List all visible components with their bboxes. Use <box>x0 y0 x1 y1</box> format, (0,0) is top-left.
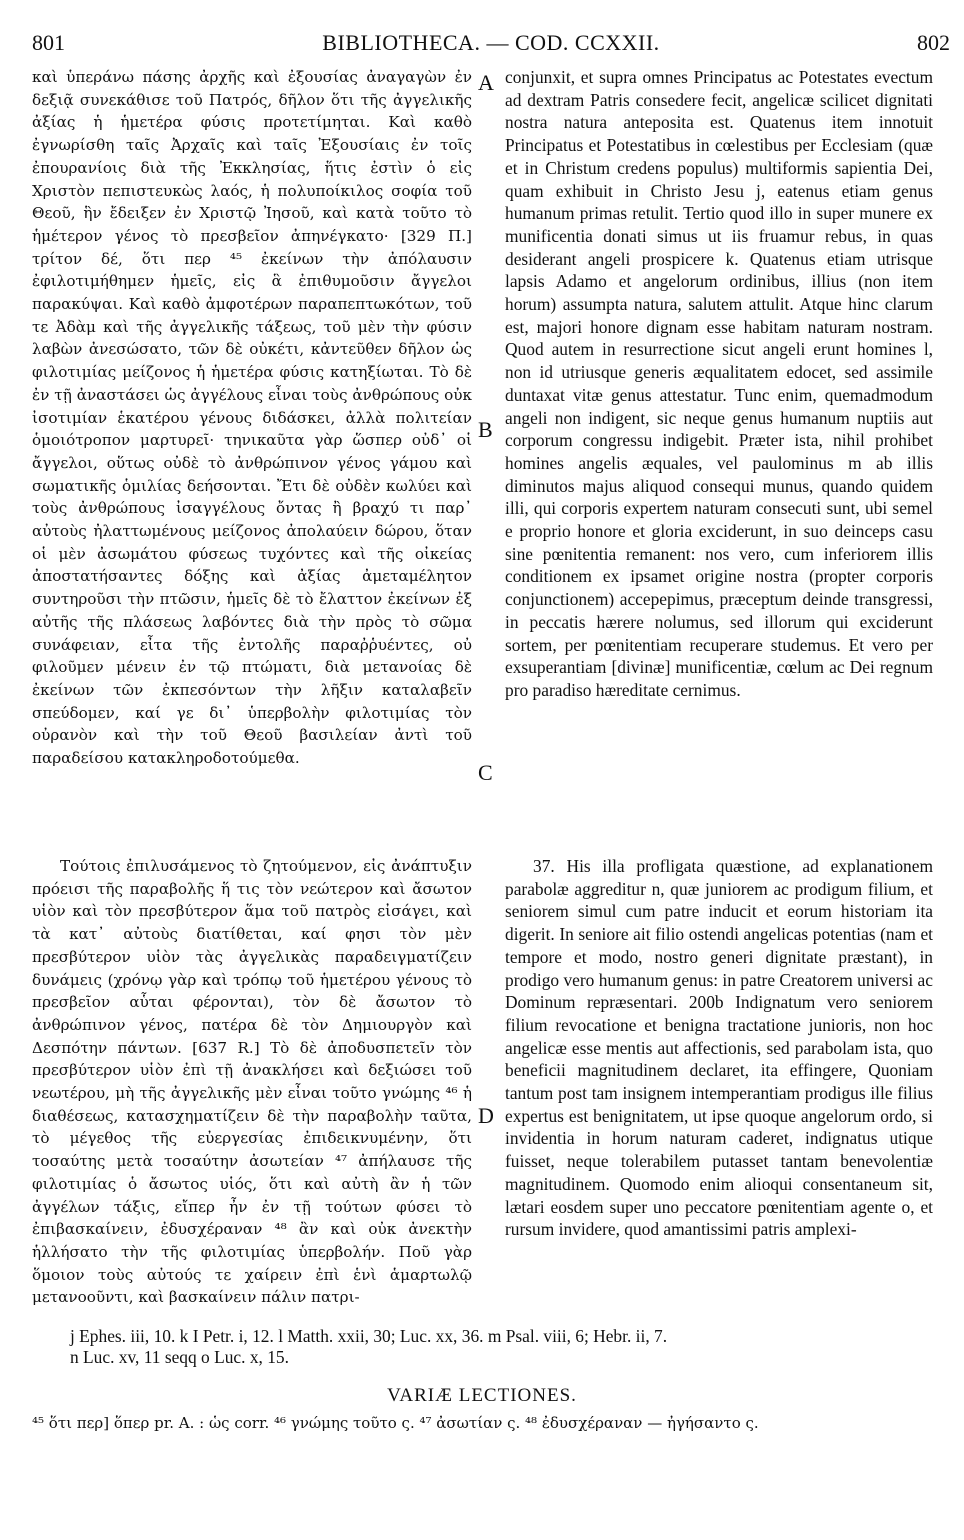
greek-column-lower <box>32 855 472 1323</box>
greek-paragraph-2: Τούτοις ἐπιλυσάμενος τὸ ζητούμενον, εἰς ἀνάπτυξιν πρόεισι τῆς παραβολῆς ἥ τις τὸν νεώτερον καὶ ἄσωτον υἱὸν καὶ τὸν πρεσβύτερον ἅμα τοῦ πατρὸς εἰσάγει, καὶ τὰ κατ᾽ αὐτοὺς διατίθεται, καί φησι τὸν μὲν πρεσβύτερον υἱὸν τὰς ἀγγελικὰς παραδειγματίζειν δυνάμεις (χρόνῳ γὰρ καὶ τρόπῳ τοῦ ἡμετέρου γένους τὸ πρεσβεῖον αὗται φέρονται), τὸν δὲ ἄσωτον τὸ ἀνθρώπινον γένος, πατέρα δὲ τὸν Δημιουργὸν καὶ Δεσπότην πάντων. [637 R.] Τὸ δὲ ἀποδυσπετεῖν τὸν πρεσβύτερον υἱὸν ἐπὶ τῇ ἀνακλήσει καὶ δεξιώσει τοῦ νεωτέρου, μὴ τῆς ἀγγελικῆς μὲν εἶναι τοῦτο γνώμης ⁴⁶ ἡ διαθέσεως, κατασχηματίζειν δὲ τὴν παραβολὴν ταῦτα, τὸ μέγεθος τῆς εὐεργεσίας ἐπιδεικνυμένην, ὅτι τοσαύτης μετὰ τοσαύτην ἀσωτείαν ⁴⁷ ἀπήλαυσε τῆς φιλοτιμίας ὁ ἄσωτος υἱός, ὅτι καὶ αὐτὴ ἂν ἡ τῶν ἀγγέλων τάξις, εἴπερ ἦν ἐν τῇ τούτων φύσει τὸ ἐπιβασκαίνειν, ἐδυσχέραναν ⁴⁸ ἂν καὶ οὐκ ἀνεκτὴν ἡλλήσατο τὴν τῆς φιλοτιμίας ὑπερβολήν. Ποῦ γὰρ ὅμοιον τοὺς αὐτούς τε χαίρειν ἐπὶ ἑνὶ ἁμαρτωλῷ μετανοοῦντι, καὶ βασκαίνειν πάλιν πατρι- <box>32 857 472 1307</box>
margin-marker-b: B <box>478 417 493 442</box>
margin-marker-a: A <box>478 70 494 95</box>
variae-lectiones-text: ⁴⁵ ὅτι περ] ὅπερ pr. A. : ὡς corr. ⁴⁶ γνώμης τοῦτο ς. ⁴⁷ ἀσωτίαν ς. ⁴⁸ ἐδυσχέραναν — ἠγήσαντο ς. <box>32 1414 759 1432</box>
page-number-left: 801 <box>32 30 65 55</box>
latin-paragraph-2: 37. His illa profligata quæstione, ad explanationem parabolæ aggreditur n, quæ juniorem ac prodigum filium, et seniorem simul cum patre inducit et eorum historiam ita digerit. In seniore ait filio ostendi angelicas potentias (nam et tempore et modo, nostro generi dignitate præstant), in prodigo vero humanum genus: in patre Creatorem universi ac Dominum repræsentari. 200b Indignatum vero seniorem filium revocatione et benigna tractatione junioris, non hoc angelicæ esse mentis aut affectionis, sed parabolam ista, quo beneficii magnitudinem declaret, ita effingere, Quoniam tantum post tam insignem intemperantiam prodigus ille filius expertus est benignitatem, ut ipse quoque angelorum ordo, si invidentia in horum naturam caderet, indignatus utique fuisset, neque tolerabilem putasset tantam benevolentiæ magnitudinem. Quomodo enim alioqui consentaneum sit, lætari eosdem super uno peccatore pœnitentiam agente o, et rursum invidere, quod amantissimi patris amplexi- <box>505 856 933 1240</box>
footnotes <box>70 1326 950 1368</box>
latin-column-upper <box>505 66 933 866</box>
greek-paragraph-1: καὶ ὑπεράνω πάσης ἀρχῆς καὶ ἐξουσίας ἀναγαγὼν ἐν δεξιᾷ συνεκάθισε τοῦ Πατρός, δῆλον ὅτι τῆς ἀγγελικῆς ἀξίας ἡ ἡμετέρα φύσις προτετίμηται. Καὶ καθὸ ἐγνωρίσθη ταῖς Ἀρχαῖς καὶ ταῖς Ἐξουσίαις ἐν τοῖς ἐπουρανίοις διὰ τῆς Ἐκκλησίας, ἥτις ἐστὶν ὁ εἰς Χριστὸν πεπιστευκὼς λαός, ἡ πολυποίκιλος σοφία τοῦ Θεοῦ, ἣν ἔδειξεν ἐν Χριστῷ Ἰησοῦ, καὶ κατὰ τοῦτο τὸ ἡμέτερον γένος τὸ πρεσβεῖον ἀπηνέγκατο· [329 Π.] τρίτον δέ, ὅτι περ ⁴⁵ ἐκείνων τὴν ἀπόλαυσιν ἐφιλοτιμήθημεν ἡμεῖς, εἰς ἃ ἐπιθυμοῦσιν ἄγγελοι παρακύψαι. Καὶ καθὸ ἀμφοτέρων παραπεπτωκότων, τοῦ τε Ἀδὰμ καὶ τῆς ἀγγελικῆς τάξεως, τοῦ μὲν τὴν φύσιν λαβὼν ἀνεσώσατο, τῶν δὲ οὐκέτι, κἀντεῦθεν δῆλον ὡς φιλοτιμίας μείζονος ἡ ἡμετέρα φύσις κατηξίωται. Τὸ δὲ ἐν τῇ ἀναστάσει ὡς ἀγγέλους εἶναι τοὺς ἀνθρώπους οὐκ ἰσοτιμίαν ἑκατέρου γένους διδάσκει, ἀλλὰ πολιτείαν ὁμοιότροπον μαρτυρεῖ· τηνικαῦτα γὰρ ὥσπερ οὐδ᾽ οἱ ἄγγελοι, οὕτως οὐδὲ τὸ ἀνθρώπινον γένος γάμου καὶ σωματικῆς ὁμιλίας δεήσονται. Ἔτι δὲ οὐδὲν κωλύει καὶ τοὺς ἀνθρώπους ἰσαγγέλους ὄντας ἢ βραχύ τι παρ᾽ αὐτοὺς ἠλαττωμένους μείζονος ἀπολαύειν δώρου, ὅταν οἱ μὲν ἀσωμάτου φύσεως τυχόντες καὶ τῆς οἰκείας ἀποστατήσαντες δόξης καὶ ἀξίας ἀμεταμέλητον συντηροῦσι τὴν πτῶσιν, ἡμεῖς δὲ τὸ ἔλαττον ἐκείνων ἐξ αὐτῆς τῆς πλάσεως λαβόντες διὰ τὴν πρὸς τὸ σῶμα συνάφειαν, εἶτα τῆς ἐντολῆς παραῤῥυέντες, οὐ φιλοῦμεν μένειν ἐν τῷ πτώματι, διὰ μετανοίας δὲ ἐκείνων τῶν ἐκπεσόντων τὴν λῆξιν καταλαβεῖν σπεύδομεν, καί γε δι᾽ ὑπερβολὴν φιλοτιμίας τὸν οὐρανὸν καὶ τὴν τοῦ Θεοῦ βασιλείαν ἀντὶ τοῦ παραδείσου κατακληροδοτούμεθα. <box>32 68 472 768</box>
running-title: BIBLIOTHECA. — COD. CCXXII. <box>322 30 660 55</box>
running-header <box>32 30 950 60</box>
latin-paragraph-1: conjunxit, et supra omnes Principatus ac Potestates evectum ad dextram Patris consedere fecit, angelicæ scilicet dignitati nostra natura anteposita est. Quatenus item innotuit Principatus et Potestatibus in cœlestibus per Ecclesiam (quæ et in Christum credens populus) multiformis sapientia Dei, quam exhibuit in Christo Jesu j, eatenus etiam genus humanum primas retulit. Tertio quod illo in super munere ex munificentia donati simus ut iis fruamur rebus, in quas desiderant angeli prospicere k. Quatenus etiam utrisque lapsis Adamo et angelorum ordinibus, illius (non item horum) assumpta natura, salutem attulit. Atque hinc clarum est, majori honore dignam esse habitam naturam nostram. Quod autem in resurrectione sicut angeli erunt homines l, non id utriusque generis æqualitatem edocet, sed assimile duntaxat vitæ genus attestatur. Tunc enim, quemadmodum angeli non indigent, sic neque genus humanum nuptiis aut corporum congressu indigebit. Præter ista, nihil prohibet homines angelis æquales, vel paulominus m ab illis diminutos majus aliquod consequi munus, quando quidem illi, qui corporis expertem naturam consecuti sunt, ubi semel e proprio honore et gloria exciderunt, in suo deinceps casu sine pœnitentia remanent: nos vero, cum inferiorem illis conditionem ex ipsamet origine nostra (propter corporis conjunctionem) accepерimus, præceptum deinde transgressi, in peccatis hærere nolumus, sed illorum qui exciderunt sortem, per pœnitentiam recuperare studemus. Et vero per exsuperantiam [divinæ] munificentiæ, cœlum ac Dei regnum pro paradiso hæreditate cernimus. <box>505 67 933 700</box>
margin-marker-d: D <box>478 1103 494 1128</box>
footnote-line-1: j Ephes. iii, 10. k I Petr. i, 12. l Matth. xxii, 30; Luc. xx, 36. m Psal. viii, 6; Hebr. ii, 7. <box>70 1326 668 1346</box>
latin-column-lower <box>505 855 933 1323</box>
greek-column-upper <box>32 66 472 826</box>
margin-marker-c: C <box>478 760 493 785</box>
footnote-line-2: n Luc. xv, 11 seqq o Luc. x, 15. <box>70 1347 289 1367</box>
variae-lectiones-title: VARIÆ LECTIONES. <box>387 1385 577 1406</box>
page-number-right: 802 <box>917 30 950 55</box>
